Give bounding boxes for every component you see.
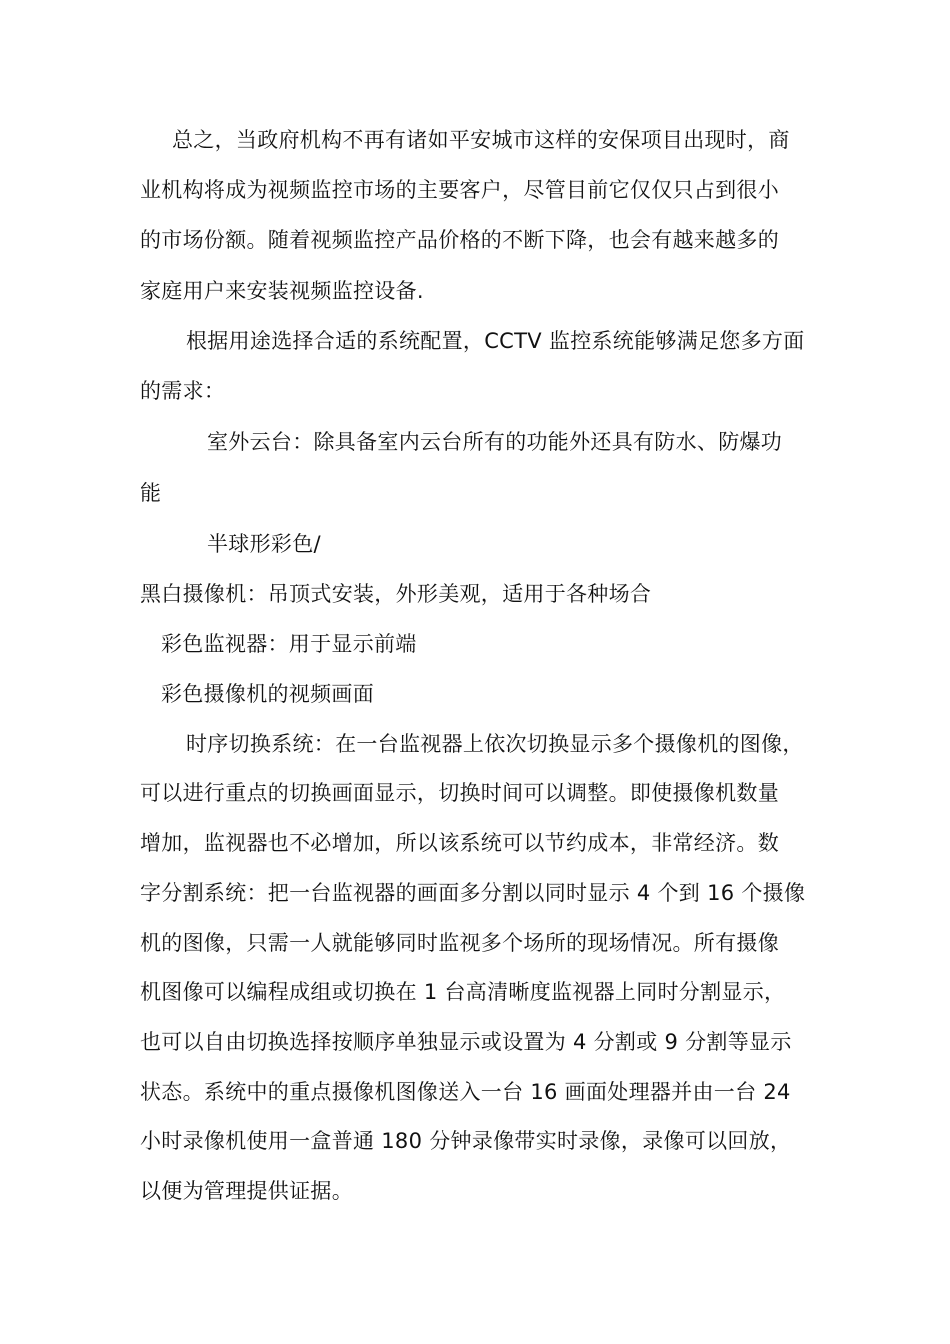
paragraph-line: 字分割系统：把一台监视器的画面多分割以同时显示 4 个到 16 个摄像 <box>140 881 806 905</box>
paragraph-line: 可以进行重点的切换画面显示，切换时间可以调整。即使摄像机数量 <box>140 781 779 805</box>
paragraph-line: 业机构将成为视频监控市场的主要客户，尽管目前它仅仅只占到很小 <box>140 178 779 202</box>
paragraph-line: 也可以自由切换选择按顺序单独显示或设置为 4 分割或 9 分割等显示 <box>140 1030 792 1054</box>
paragraph-line: 机图像可以编程成组或切换在 1 台高清晰度监视器上同时分割显示， <box>140 980 786 1004</box>
paragraph-line: 时序切换系统：在一台监视器上依次切换显示多个摄像机的图像， <box>186 732 804 756</box>
paragraph-line: 彩色监视器：用于显示前端 <box>161 632 417 656</box>
paragraph-line: 黑白摄像机：吊顶式安装，外形美观，适用于各种场合 <box>140 582 652 606</box>
paragraph-line: 的需求： <box>140 379 226 403</box>
paragraph-line: 彩色摄像机的视频画面 <box>161 682 374 706</box>
paragraph-line: 家庭用户来安装视频监控设备. <box>140 279 424 303</box>
paragraph-line: 以便为管理提供证据。 <box>140 1179 353 1203</box>
paragraph-line: 增加，监视器也不必增加，所以该系统可以节约成本，非常经济。数 <box>140 831 779 855</box>
paragraph-line: 状态。系统中的重点摄像机图像送入一台 16 画面处理器并由一台 24 <box>140 1080 791 1104</box>
paragraph-line: 半球形彩色/ <box>207 532 321 556</box>
paragraph-line: 室外云台：除具备室内云台所有的功能外还具有防水、防爆功 <box>207 430 783 454</box>
paragraph-line: 能 <box>140 481 162 505</box>
paragraph-line: 总之，当政府机构不再有诸如平安城市这样的安保项目出现时，商 <box>172 128 790 152</box>
paragraph-line: 的市场份额。随着视频监控产品价格的不断下降，也会有越来越多的 <box>140 228 779 252</box>
paragraph-line: 小时录像机使用一盒普通 180 分钟录像带实时录像，录像可以回放， <box>140 1129 792 1153</box>
paragraph-line: 机的图像，只需一人就能够同时监视多个场所的现场情况。所有摄像 <box>140 931 779 955</box>
paragraph-line: 根据用途选择合适的系统配置，CCTV 监控系统能够满足您多方面 <box>186 329 805 353</box>
